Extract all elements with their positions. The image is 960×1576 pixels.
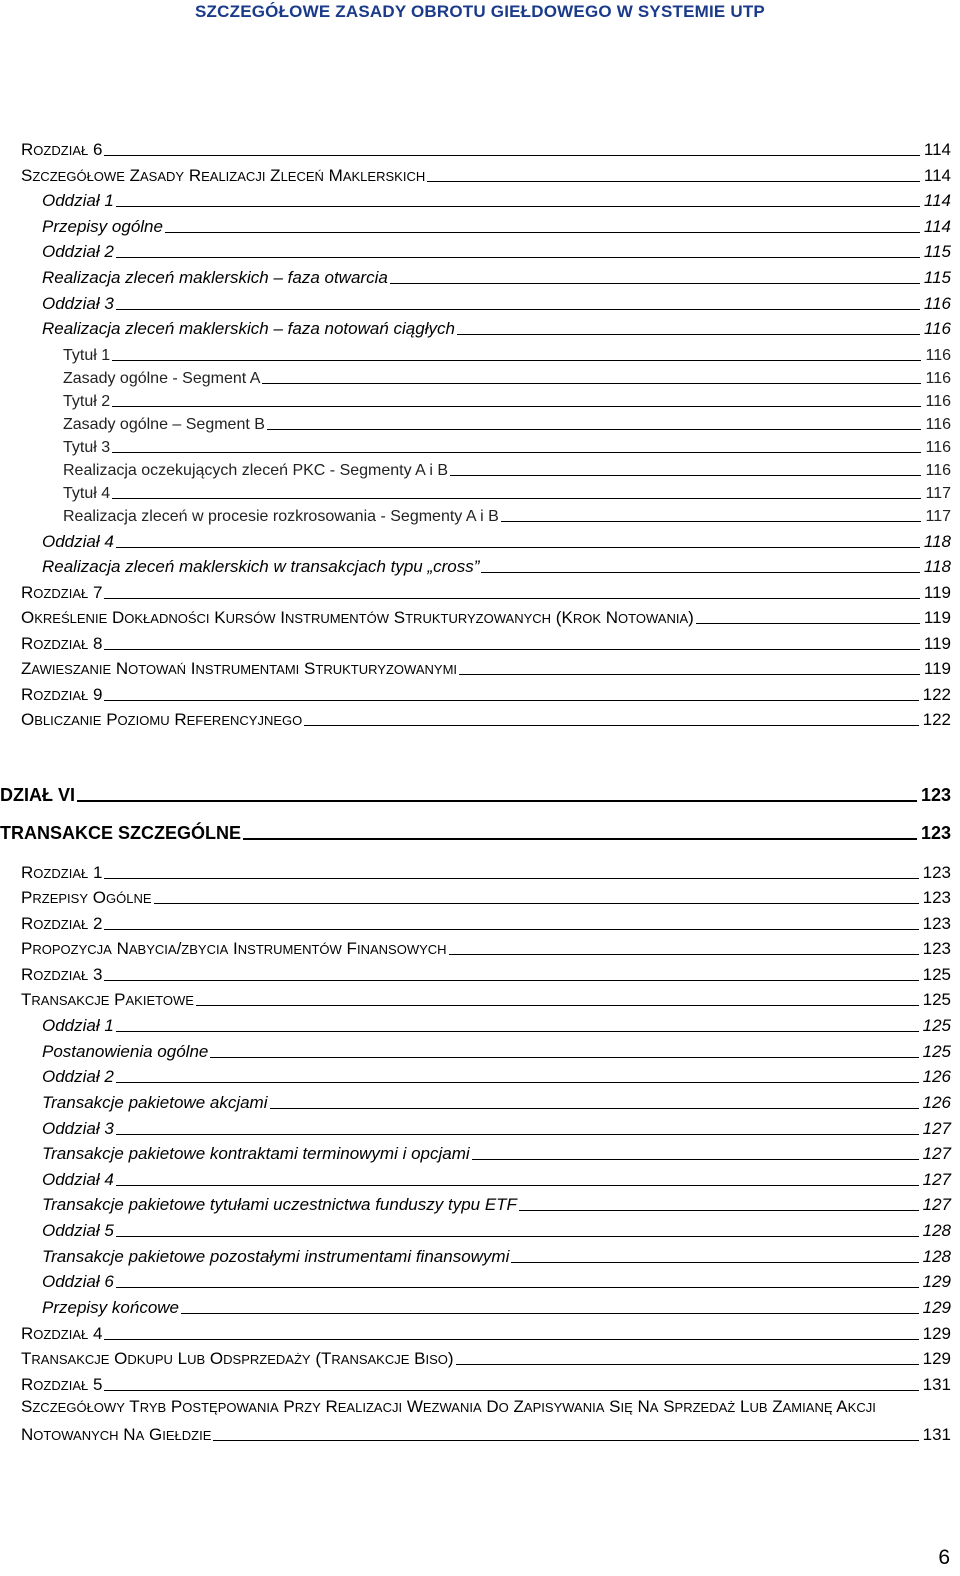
toc-entry-label: OKREŚLENIE DOKŁADNOŚCI KURSÓW INSTRUMENTÓW STRUKTURYZOWANYCH (KROK NOTOWANIA) xyxy=(21,608,694,627)
toc-leader-line xyxy=(390,283,920,284)
toc-page-number: 128 xyxy=(922,1221,951,1240)
toc-leader-line xyxy=(210,1057,918,1058)
toc-entry-label: Oddział 1 xyxy=(42,1016,114,1035)
toc-leader-line xyxy=(696,623,920,624)
toc-entry-label: Tytuł 3 xyxy=(63,439,111,456)
toc-entry-label: Postanowienia ogólne xyxy=(42,1042,209,1061)
toc-leader-line xyxy=(457,334,920,335)
toc-page-number: 123 xyxy=(922,939,951,958)
toc-leader-line xyxy=(519,1210,919,1211)
toc-entry[interactable] xyxy=(21,1347,951,1369)
toc-leader-line xyxy=(243,838,917,840)
toc-page-number: 116 xyxy=(925,347,951,364)
toc-entry[interactable] xyxy=(21,138,951,160)
toc-page-number: 114 xyxy=(923,217,951,236)
toc-entry-label: Oddział 3 xyxy=(42,1119,114,1138)
toc-page-number: 123 xyxy=(920,823,951,843)
toc-leader-line xyxy=(501,521,922,522)
toc-leader-line xyxy=(104,700,918,701)
toc-entry-label: ROZDZIAŁ 5 xyxy=(21,1375,103,1394)
toc-entry[interactable] xyxy=(21,912,951,934)
toc-leader-line xyxy=(449,954,919,955)
toc-entry[interactable] xyxy=(42,1014,951,1036)
toc-page-number: 129 xyxy=(922,1298,951,1317)
toc-entry-multiline-second[interactable] xyxy=(21,1423,951,1445)
toc-entry[interactable] xyxy=(63,504,951,526)
toc-page-number: 119 xyxy=(923,583,951,602)
toc-entry[interactable] xyxy=(21,632,951,654)
document-header: SZCZEGÓŁOWE ZASADY OBROTU GIEŁDOWEGO W SYSTEMIE UTP xyxy=(195,2,765,21)
toc-entry-label: ROZDZIAŁ 4 xyxy=(21,1324,103,1343)
toc-leader-line xyxy=(116,1287,919,1288)
toc-entry-label: Oddział 3 xyxy=(42,294,114,313)
toc-entry[interactable] xyxy=(42,1270,951,1292)
toc-page-number: 127 xyxy=(922,1144,951,1163)
toc-leader-line xyxy=(104,1390,918,1391)
toc-leader-line xyxy=(112,452,921,453)
toc-entry-label: Oddział 5 xyxy=(42,1221,114,1240)
toc-page-number: 126 xyxy=(922,1093,951,1112)
toc-page-number: 125 xyxy=(922,965,951,984)
toc-entry[interactable] xyxy=(21,861,951,883)
toc-entry[interactable] xyxy=(21,963,951,985)
toc-page-number: 131 xyxy=(922,1425,951,1444)
toc-entry[interactable] xyxy=(42,530,951,552)
toc-leader-line xyxy=(104,980,918,981)
toc-page-number: 127 xyxy=(922,1170,951,1189)
toc-leader-line xyxy=(116,309,920,310)
toc-leader-line xyxy=(456,1364,919,1365)
toc-leader-line xyxy=(270,1108,919,1109)
toc-entry[interactable] xyxy=(42,1040,951,1062)
toc-leader-line xyxy=(196,1005,919,1006)
toc-entry-label: Przepisy ogólne xyxy=(42,217,163,236)
toc-page-number: 122 xyxy=(922,710,951,729)
toc-entry-label: Transakcje pakietowe pozostałymi instrumentami finansowymi xyxy=(42,1247,510,1266)
toc-entry-label: ROZDZIAŁ 3 xyxy=(21,965,103,984)
toc-leader-line xyxy=(116,1236,919,1237)
toc-entry-label: ROZDZIAŁ 1 xyxy=(21,863,103,882)
toc-entry[interactable] xyxy=(42,1168,951,1190)
toc-page-number: 129 xyxy=(922,1272,951,1291)
toc-entry[interactable] xyxy=(42,1065,951,1087)
toc-entry[interactable] xyxy=(21,886,951,908)
toc-entry[interactable] xyxy=(42,1142,951,1164)
toc-entry-label: Oddział 4 xyxy=(42,532,114,551)
toc-entry-label: Transakcje pakietowe tytułami uczestnictwa funduszy typu ETF xyxy=(42,1195,517,1214)
toc-leader-line xyxy=(116,206,920,207)
toc-entry[interactable] xyxy=(21,1373,951,1395)
toc-leader-line xyxy=(104,1339,918,1340)
toc-leader-line xyxy=(511,1262,918,1263)
toc-page-number: 116 xyxy=(925,462,951,479)
toc-entry-label: Przepisy końcowe xyxy=(42,1298,180,1317)
toc-page-number: 117 xyxy=(925,508,951,525)
toc-page-number: 129 xyxy=(922,1349,951,1368)
toc-leader-line xyxy=(116,1185,919,1186)
toc-leader-line xyxy=(267,429,922,430)
toc-page-number: 123 xyxy=(922,914,951,933)
toc-entry[interactable] xyxy=(42,240,951,262)
toc-page-number: 116 xyxy=(925,393,951,410)
toc-entry-label: ROZDZIAŁ 2 xyxy=(21,914,103,933)
toc-entry-label: ZAWIESZANIE NOTOWAŃ INSTRUMENTAMI STRUKTURYZOWANYMI xyxy=(21,659,458,678)
toc-entry[interactable] xyxy=(63,366,951,388)
toc-leader-line xyxy=(112,360,921,361)
toc-entry[interactable] xyxy=(21,581,951,603)
toc-entry-label: SZCZEGÓŁOWE ZASADY REALIZACJI ZLECEŃ MAKLERSKICH xyxy=(21,166,426,185)
toc-entry[interactable] xyxy=(42,292,951,314)
toc-entry[interactable] xyxy=(63,412,951,434)
toc-leader-line xyxy=(304,725,918,726)
toc-leader-line xyxy=(154,903,919,904)
toc-leader-line xyxy=(112,498,921,499)
toc-entry-label: Realizacja zleceń w procesie rozkrosowania - Segmenty A i B xyxy=(63,508,499,525)
toc-entry-label: Tytuł 1 xyxy=(63,347,111,364)
toc-page-number: 116 xyxy=(925,416,951,433)
toc-entry[interactable] xyxy=(21,988,951,1010)
toc-leader-line xyxy=(77,800,917,802)
toc-page-number: 123 xyxy=(922,888,951,907)
toc-entry-multiline-line1: SZCZEGÓŁOWY TRYB POSTĘPOWANIA PRZY REALIZACJI WEZWANIA DO ZAPISYWANIA SIĘ NA SPRZEDAŻ LUB ZAMIANĘ AKCJI xyxy=(21,1397,876,1416)
toc-entry-label: DZIAŁ VI xyxy=(0,785,75,805)
toc-leader-line xyxy=(116,1031,919,1032)
toc-entry-label: Realizacja zleceń maklerskich w transakcjach typu „cross” xyxy=(42,557,480,576)
toc-page-number: 128 xyxy=(922,1247,951,1266)
toc-entry-label: TRANSAKCE SZCZEGÓLNE xyxy=(0,823,242,843)
toc-leader-line xyxy=(116,1082,919,1083)
toc-leader-line xyxy=(104,598,919,599)
toc-entry[interactable] xyxy=(21,683,951,705)
toc-leader-line xyxy=(116,1134,919,1135)
toc-entry[interactable] xyxy=(21,708,951,730)
toc-leader-line xyxy=(165,232,920,233)
toc-entry-label: Oddział 2 xyxy=(42,242,114,261)
toc-entry-label: Realizacja zleceń maklerskich – faza otwarcia xyxy=(42,268,388,287)
toc-entry-label: NOTOWANYCH NA GIEŁDZIE xyxy=(21,1425,212,1444)
toc-leader-line xyxy=(104,929,918,930)
toc-page-number: 114 xyxy=(923,140,951,159)
toc-entry[interactable] xyxy=(42,215,951,237)
toc-entry-label: Zasady ogólne - Segment A xyxy=(63,370,261,387)
toc-leader-line xyxy=(459,674,920,675)
toc-entry[interactable] xyxy=(63,343,951,365)
toc-entry[interactable] xyxy=(42,1219,951,1241)
toc-entry[interactable] xyxy=(21,606,951,628)
toc-page-number: 123 xyxy=(920,785,951,805)
toc-entry-label: Zasady ogólne – Segment B xyxy=(63,416,265,433)
toc-entry-label: Oddział 1 xyxy=(42,191,114,210)
toc-entry[interactable] xyxy=(42,189,951,211)
toc-page-number: 125 xyxy=(922,990,951,1009)
toc-entry[interactable] xyxy=(63,435,951,457)
toc-leader-line xyxy=(213,1440,918,1441)
toc-entry[interactable] xyxy=(42,1193,951,1215)
toc-entry-label: OBLICZANIE POZIOMU REFERENCYJNEGO xyxy=(21,710,303,729)
toc-entry[interactable] xyxy=(21,937,951,959)
toc-leader-line xyxy=(112,406,921,407)
toc-page-number: 125 xyxy=(922,1016,951,1035)
toc-entry[interactable] xyxy=(42,1091,951,1113)
toc-leader-line xyxy=(181,1313,919,1314)
toc-page-number: 118 xyxy=(923,557,951,576)
toc-entry-label: PRZEPISY OGÓLNE xyxy=(21,888,152,907)
toc-entry-label: Tytuł 4 xyxy=(63,485,111,502)
toc-entry-label: TRANSAKCJE ODKUPU LUB ODSPRZEDAŻY (TRANSAKCJE BISO) xyxy=(21,1349,454,1368)
toc-entry[interactable] xyxy=(0,822,951,844)
toc-entry-label: Oddział 6 xyxy=(42,1272,114,1291)
toc-page-number: 127 xyxy=(922,1119,951,1138)
toc-entry[interactable] xyxy=(63,481,951,503)
toc-leader-line xyxy=(104,649,919,650)
toc-page-number: 114 xyxy=(923,191,951,210)
toc-entry-label: Oddział 4 xyxy=(42,1170,114,1189)
toc-entry[interactable] xyxy=(42,1296,951,1318)
toc-page-number: 116 xyxy=(923,319,951,338)
toc-entry[interactable] xyxy=(42,266,951,288)
toc-page-number: 116 xyxy=(925,439,951,456)
toc-entry[interactable] xyxy=(42,555,951,577)
toc-leader-line xyxy=(104,878,918,879)
toc-page-number: 118 xyxy=(923,532,951,551)
toc-entry[interactable] xyxy=(21,164,951,186)
toc-entry-label: TRANSAKCJE PAKIETOWE xyxy=(21,990,194,1009)
toc-entry-label: PROPOZYCJA NABYCIA/ZBYCIA INSTRUMENTÓW FINANSOWYCH xyxy=(21,939,447,958)
toc-leader-line xyxy=(116,547,920,548)
toc-entry-label: Realizacja zleceń maklerskich – faza notowań ciągłych xyxy=(42,319,455,338)
toc-page-number: 116 xyxy=(925,370,951,387)
toc-entry[interactable] xyxy=(42,1245,951,1267)
toc-entry[interactable] xyxy=(42,317,951,339)
toc-page-number: 119 xyxy=(923,659,951,678)
toc-entry-label: Oddział 2 xyxy=(42,1067,114,1086)
toc-entry[interactable] xyxy=(42,1117,951,1139)
toc-page-number: 114 xyxy=(923,166,951,185)
toc-entry-label: Realizacja oczekujących zleceń PKC - Segmenty A i B xyxy=(63,462,449,479)
toc-entry-label: Tytuł 2 xyxy=(63,393,111,410)
toc-page-number: 117 xyxy=(925,485,951,502)
toc-entry-label: ROZDZIAŁ 7 xyxy=(21,583,103,602)
toc-entry-label: ROZDZIAŁ 9 xyxy=(21,685,103,704)
toc-entry[interactable] xyxy=(63,389,951,411)
toc-leader-line xyxy=(427,181,920,182)
toc-leader-line xyxy=(481,572,919,573)
toc-page-number: 123 xyxy=(922,863,951,882)
toc-entry-label: Transakcje pakietowe kontraktami terminowymi i opcjami xyxy=(42,1144,470,1163)
toc-page-number: 116 xyxy=(923,294,951,313)
toc-entry-label: Transakcje pakietowe akcjami xyxy=(42,1093,268,1112)
toc-page-number: 122 xyxy=(922,685,951,704)
toc-entry[interactable] xyxy=(21,657,951,679)
toc-entry-multiline-first xyxy=(21,1397,876,1417)
toc-entry[interactable] xyxy=(0,784,951,806)
toc-page-number: 125 xyxy=(922,1042,951,1061)
toc-entry[interactable] xyxy=(63,458,951,480)
toc-page-number: 119 xyxy=(923,634,951,653)
toc-page-number: 115 xyxy=(923,268,951,287)
toc-entry[interactable] xyxy=(21,1322,951,1344)
toc-leader-line xyxy=(104,155,919,156)
toc-entry-label: ROZDZIAŁ 6 xyxy=(21,140,103,159)
toc-leader-line xyxy=(116,257,920,258)
toc-entry-label: ROZDZIAŁ 8 xyxy=(21,634,103,653)
toc-page-number: 127 xyxy=(922,1195,951,1214)
toc-leader-line xyxy=(472,1159,919,1160)
toc-page-number: 131 xyxy=(922,1375,951,1394)
footer-page-number: 6 xyxy=(938,1546,950,1569)
toc-page-number: 129 xyxy=(922,1324,951,1343)
toc-page-number: 115 xyxy=(923,242,951,261)
toc-leader-line xyxy=(262,383,921,384)
toc-page-number: 126 xyxy=(922,1067,951,1086)
toc-page-number: 119 xyxy=(923,608,951,627)
toc-leader-line xyxy=(450,475,921,476)
